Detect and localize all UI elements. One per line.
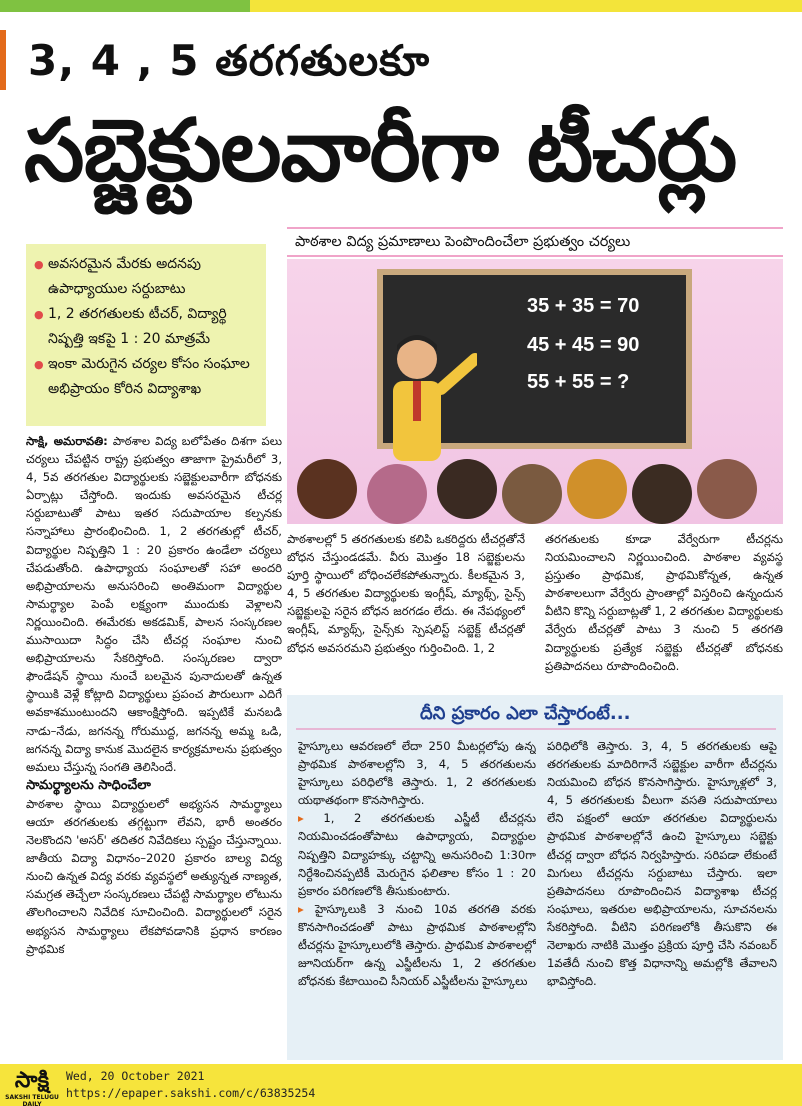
article-column-1 <box>26 432 282 1060</box>
classroom-illustration <box>287 259 783 524</box>
board-equation: 45 + 45 = 90 <box>527 334 640 356</box>
summary-box <box>26 244 266 426</box>
summary-item: ● అవసరమైన మేరకు అదనపు ఉపాధ్యాయుల సర్దుబాటు <box>34 252 258 302</box>
subheading: సామర్థ్యాలను సాధించేలా <box>26 777 151 793</box>
publication-date: Wed, 20 October 2021 <box>66 1069 205 1083</box>
board-equation: 35 + 35 = 70 <box>527 295 640 317</box>
triangle-bullet-icon: ▸ <box>298 811 304 826</box>
sakshi-logo: సాక్షి <box>14 1068 50 1093</box>
info-box-column-right: పరిధిలోకి తెస్తారు. 3, 4, 5 తరగతులకు ఆపై తరగతులకు మాదిరిగానే సబ్జెక్టుల వారీగా టీచర్లను నియమించి బోధన కొనసాగిస్తారు. హైస్కూళ్లలో 3, 4, 5 తరగతులకు వీలుగా వసతి సదుపాయాలు లేని పక్షంలో ఆయా తరగతుల విద్యార్థులను ప్రాథమిక పాఠశాలల్లోనే ఉంచి హైస్కూలు సబ్జెక్టు టీచర్ల ద్వారా బోధన నిర్వహిస్తారు. సరిపడా లేకుంటే మిగులు టీచర్లను సర్దుబాటు చేస్తారు. ఇలా ప్రతిపాదనలు రూపొందించిన విద్యాశాఖ టీచర్ల సంఘాలు, ఇతరుల అభిప్రాయాలను, సూచనలను సేకరిస్తోంది. వీటిని పరిగణలోకి తీసుకొని ఈ నెలాఖరు నాటికి మొత్తం ప్రక్రియ పూర్తి చేసి నవంబర్ 1వతేదీ నుంచి కొత్త విధానాన్ని అమల్లోకి తేవాలని భావిస్తోంది. <box>547 739 777 989</box>
paragraph-text: పాఠశాల విద్య బలోపేతం దిశగా పలు చర్యలు చేపట్టిన రాష్ట్ర ప్రభుత్వం తాజాగా ప్రైమరీలో 3, 4, 5వ తరగతుల విద్యార్థులకు సబ్జెక్టులవారీగా బోధనకు ఏర్పాట్లు చేస్తోంది. ఇందుకు అవసరమైన టీచర్ల సర్దుబాటుతో పాటు ఇతర సదుపాయాల కల్పనకు సన్నాహాలు ప్రారంభించింది. 1, 2 తరగతుల్లో టీచర్, విద్యార్థుల నిష్పత్తిని 1 : 20 ప్రకారం ఉండేలా చర్యలు చేపడుతోంది. ఉపాధ్యాయ సంఘాలతో సహా అందరి అభిప్రాయాలను అనుసరించి అంతిమంగా విద్యార్థుల సామర్థ్యాల పెంపే లక్ష్యంగా ముందుకు వెళ్లాలని నిర్ణయించింది. ఈమేరకు అకడమిక్, పాలన సంస్కరణల ముసాయిదా సిద్ధం చేసి టీచర్ల సంఘాల నుంచి అభిప్రాయాలను సేకరిస్తోంది. సంస్కరణల ద్వారా ఫౌండేషన్ స్థాయి నుంచే బలమైన పునాదులతో ఉన్నత స్థాయికి వెళ్లే కోట్లాది విద్యార్థులు ప్రపంచ పౌరులుగా ఎదిగే అవకాశముంటుందని ఆకాంక్షిస్తోంది. ఇప్పటికే మనబడి నాడు–నేడు, జగనన్న గోరుముద్ద, జగనన్న అమ్మ ఒడి, జగనన్న విద్యా కానుక మొదలైన కార్యక్రమాలను ప్రభుత్వం అమలు చేస్తున్న సంగతి తెలిసిందే. <box>26 434 282 774</box>
kicker-headline: 3, 4 , 5 తరగతులకూ <box>28 36 431 85</box>
bullet-paragraph <box>298 900 536 990</box>
summary-item: ● 1, 2 తరగతులకు టీచర్, విద్యార్థి నిష్పత్తి ఇకపై 1 : 20 మాత్రమే <box>34 302 258 352</box>
article-column-2: పాఠశాలల్లో 5 తరగతులకు కలిపి ఒకరిద్దరు టీచర్లతోనే బోధన చేస్తుండడమే. వీరు మొత్తం 18 సబ్జెక్టులను పూర్తి స్థాయిలో బోధించలేకపోతున్నారు. కీలకమైన 3, 4, 5 తరగతుల విద్యార్థులకు ఇంగ్లీష్, మ్యాథ్స్, సైన్స్ సబ్జెక్టులపై సరైన బోధన జరగడం లేదు. ఈ నేపథ్యంలో ఇంగ్లీష్, మ్యాథ్స్, సైన్స్‌కు స్పెషలిస్ట్ సబ్జెక్ట్ టీచర్లతో బోధన అవసరమని ప్రభుత్వం గుర్తించింది. 1, 2 <box>287 532 525 655</box>
board-equation: 55 + 55 = ? <box>527 371 630 393</box>
article-column-3: తరగతులకు కూడా వేర్వేరుగా టీచర్లను నియమించాలని నిర్ణయించింది. పాఠశాల వ్యవస్థ ప్రస్తుతం ప్రాథమిక, ప్రాథమికోన్నత, ఉన్నత పాఠశాలలుగా వేర్వేరు ప్రాంతాల్లో విస్తరించి ఉన్నందున వీటిని కొన్ని సర్దుబాట్లతో 1, 2 తరగతుల విద్యార్థులకు వేర్వేరు టీచర్లతో పాటు 3 నుంచి 5 తరగతి విద్యార్థులకు ప్రత్యేక సబ్జెక్టు టీచర్లతో బోధనకు ప్రతిపాదనలు రూపొందించింది. <box>545 532 783 673</box>
summary-item: ● ఇంకా మెరుగైన చర్యల కోసం సంఘాల అభిప్రాయం కోరిన విద్యాశాఖ <box>34 352 258 402</box>
logo-tagline: SAKSHI TELUGU DAILY <box>5 1094 59 1106</box>
top-bar-yellow <box>250 0 802 12</box>
bullet-paragraph <box>298 809 536 899</box>
info-box-title: దీని ప్రకారం ఎలా చేస్తారంటే... <box>420 703 631 724</box>
info-box-column-left <box>298 737 536 1057</box>
dateline: సాక్షి, అమరావతి: <box>26 434 108 448</box>
main-headline: సబ్జెక్టులవారీగా టీచర్లు <box>24 101 737 201</box>
paragraph-text: హైస్కూలుకి 3 నుంచి 10వ తరగతి వరకు కొనసాగించడంతో పాటు ప్రాథమిక పాఠశాలల్లోని టీచర్లను హైస్కూలులోకి తెస్తారు. ప్రాథమిక పాఠశాలల్లో జూనియర్‌గా ఉన్న ఎస్జీటీలను 1, 2 తరగతుల బోధనకు కేటాయించి సీనియర్ ఎస్జీటీలను హైస్కూలు <box>298 901 536 989</box>
paragraph-text: 1, 2 తరగతులకు ఎస్జీటీ టీచర్లను నియమించడంతోపాటు ఉపాధ్యాయ, విద్యార్థుల నిష్పత్తిని విద్యాహక్కు చట్టాన్ని అనుసరించి 1:30గా నిర్దేశించినప్పటికీ మెరుగైన ఫలితాల కోసం 1 : 20 ప్రకారం పరిగణలోకి తీసుకుంటారు. <box>298 811 536 898</box>
top-color-bar <box>0 0 802 12</box>
students-heads-icon <box>287 449 783 524</box>
footer-info <box>66 1068 315 1102</box>
source-url[interactable]: https://epaper.sakshi.com/c/63835254 <box>66 1086 316 1100</box>
footer-bar <box>0 1064 802 1106</box>
top-bar-green <box>0 0 250 12</box>
headline-accent-bar <box>0 30 6 90</box>
paragraph <box>26 432 282 776</box>
teacher-figure-icon <box>357 329 477 469</box>
info-box-divider <box>296 728 776 730</box>
photo-caption-banner: పాఠశాల విద్య ప్రమాణాలు పెంపొందించేలా ప్రభుత్వం చర్యలు <box>287 227 783 257</box>
paragraph: పాఠశాల స్థాయి విద్యార్థులలో అభ్యసన సామర్థ్యాలు ఆయా తరగతులకు తగ్గట్టుగా లేవని, భారీ అంతరం నెలకొందని 'అసర్' తదితర నివేదికలు స్పష్టం చేస్తున్నాయి. జాతీయ విద్యా విధానం–2020 ప్రకారం బాల్య విద్య నుంచి ఉన్నత విద్య వరకు వ్యవస్థలో అత్యున్నత నాణ్యత, సమగ్రత తెచ్చేలా సంస్కరణలు చేపట్టి సామర్థ్యాల లోటును తొలగించాలని నివేదిక సూచించింది. విద్యార్థులలో సరైన అభ్యసన సామర్థ్యాలు లేకపోవడానికి ప్రధాన కారణం ప్రాథమిక <box>26 796 282 956</box>
triangle-bullet-icon: ▸ <box>298 901 304 916</box>
paragraph: హైస్కూలు ఆవరణలో లేదా 250 మీటర్లలోపు ఉన్న ప్రాథమిక పాఠశాలల్లోని 3, 4, 5 తరగతులను హైస్కూలు పరిధిలోకి తెస్తారు. 1, 2 తరగతులకు యథాతథంగా కొనసాగిస్తారు. <box>298 739 536 808</box>
